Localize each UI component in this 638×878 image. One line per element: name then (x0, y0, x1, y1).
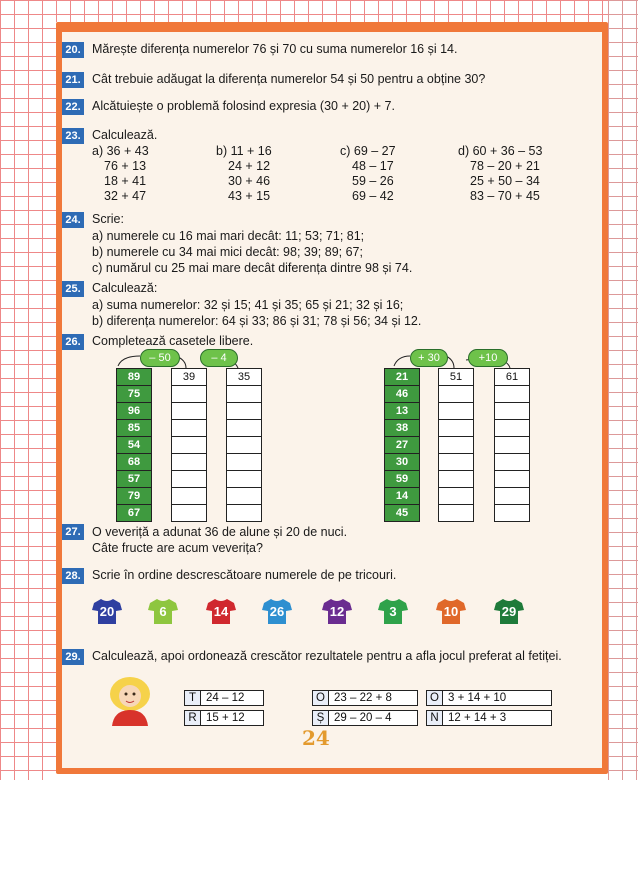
exercise-text: Calculează, apoi ordonează crescător rezultatele pentru a afla jocul preferat al fetiței. (92, 649, 562, 663)
page-number: 24 (302, 726, 330, 750)
empty-cell[interactable] (495, 403, 529, 420)
card-expression: 24 – 12 (206, 692, 245, 704)
write-item: a) numerele cu 16 mai mari decât: 11; 53; 71; 81; (92, 229, 365, 243)
exercise-number: 26. (62, 334, 84, 350)
operation-bubble: +10 (468, 349, 508, 367)
table-cell: 45 (385, 505, 419, 521)
exercise-text: Cât trebuie adăugat la diferența numerelor 54 și 50 pentru a obține 30? (92, 72, 486, 86)
tshirt-number: 12 (329, 604, 345, 619)
girl-illustration (100, 672, 160, 728)
tshirt-number: 10 (443, 604, 459, 619)
calc-card (312, 690, 418, 706)
exercise-number: 24. (62, 212, 84, 228)
empty-cell[interactable] (227, 437, 261, 454)
table-cell: 35 (227, 369, 261, 386)
card-letter: N (427, 711, 443, 725)
exercise-number: 27. (62, 524, 84, 540)
eye-shape (125, 693, 128, 696)
empty-cell[interactable] (495, 386, 529, 403)
table-cell: 57 (117, 471, 151, 488)
table-cell: 51 (439, 369, 473, 386)
calc-item: a) 36 + 43 (92, 144, 149, 158)
table-cell: 39 (172, 369, 206, 386)
tshirt (378, 598, 408, 624)
empty-cell[interactable] (227, 454, 261, 471)
empty-cell[interactable] (495, 505, 529, 521)
empty-cell[interactable] (439, 488, 473, 505)
exercise-text: Mărește diferența numerelor 76 și 70 cu suma numerelor 16 și 14. (92, 42, 458, 56)
card-letter: O (427, 691, 443, 705)
exercise-text: Completează casetele libere. (92, 334, 254, 348)
arrow-right-1 (394, 356, 410, 366)
card-expression: 29 – 20 – 4 (334, 712, 392, 724)
card-expression: 12 + 14 + 3 (448, 712, 507, 724)
operation-bubble: – 4 (200, 349, 238, 367)
calc-item: a) suma numerelor: 32 și 15; 41 și 35; 65 și 21; 32 și 16; (92, 298, 404, 312)
table-cell: 68 (117, 454, 151, 471)
eye-shape (133, 693, 136, 696)
arrow-left-1 (118, 356, 140, 366)
exercise-number: 23. (62, 128, 84, 144)
table-cell: 85 (117, 420, 151, 437)
problem-line: O veveriță a adunat 36 de alune și 20 de nuci. (92, 525, 348, 539)
empty-cell[interactable] (439, 437, 473, 454)
calc-card (426, 710, 552, 726)
empty-cell[interactable] (495, 488, 529, 505)
table-cell: 46 (385, 386, 419, 403)
calc-item: 83 – 70 + 45 (470, 189, 540, 203)
table-cell: 54 (117, 437, 151, 454)
calc-item: 59 – 26 (352, 174, 394, 188)
exercise-text: Alcătuiește o problemă folosind expresia (30 + 20) + 7. (92, 99, 395, 113)
tshirt-number: 29 (501, 604, 517, 619)
operation-bubble: – 50 (140, 349, 180, 367)
empty-cell[interactable] (495, 471, 529, 488)
tshirt (148, 598, 178, 624)
number-column-given (116, 368, 152, 522)
tshirt (206, 598, 236, 624)
empty-cell[interactable] (227, 403, 261, 420)
empty-cell[interactable] (439, 454, 473, 471)
table-cell: 30 (385, 454, 419, 471)
exercise-text: Calculează. (92, 128, 158, 142)
calc-card (426, 690, 552, 706)
dress-shape (112, 710, 148, 726)
table-cell: 21 (385, 369, 419, 386)
calc-item: 78 – 20 + 21 (470, 159, 540, 173)
exercise-number: 29. (62, 649, 84, 665)
empty-cell[interactable] (172, 386, 206, 403)
tshirt (494, 598, 524, 624)
write-item: b) numerele cu 34 mai mici decât: 98; 39; 89; 67; (92, 245, 363, 259)
empty-cell[interactable] (227, 505, 261, 521)
problem-line: Câte fructe are acum veverița? (92, 541, 263, 555)
card-expression: 23 – 22 + 8 (334, 692, 392, 704)
table-cell: 89 (117, 369, 151, 386)
table-cell: 38 (385, 420, 419, 437)
calc-card (184, 710, 264, 726)
exercise-text: Scrie: (92, 212, 124, 226)
exercise-number: 28. (62, 568, 84, 584)
problem-text (92, 524, 347, 556)
empty-cell[interactable] (439, 471, 473, 488)
exercise-text: Calculează: (92, 281, 158, 295)
empty-cell[interactable] (495, 420, 529, 437)
card-letter: O (313, 691, 329, 705)
calc-item: d) 60 + 36 – 53 (458, 144, 543, 158)
number-column-answer (494, 368, 530, 522)
calc-item: 30 + 46 (228, 174, 271, 188)
calc-item: 69 – 42 (352, 189, 394, 203)
table-cell: 27 (385, 437, 419, 454)
empty-cell[interactable] (172, 420, 206, 437)
calc-item: b) 11 + 16 (216, 144, 272, 158)
tshirt-number: 20 (99, 604, 115, 619)
empty-cell[interactable] (227, 386, 261, 403)
card-expression: 15 + 12 (206, 712, 245, 724)
number-column-answer (438, 368, 474, 522)
exercise-number: 20. (62, 42, 84, 58)
tshirt-number: 26 (269, 604, 285, 619)
empty-cell[interactable] (172, 437, 206, 454)
table-cell: 59 (385, 471, 419, 488)
empty-cell[interactable] (227, 420, 261, 437)
table-cell: 61 (495, 369, 529, 386)
table-cell: 13 (385, 403, 419, 420)
empty-cell[interactable] (439, 505, 473, 521)
calc-item: 48 – 17 (352, 159, 394, 173)
table-cell: 67 (117, 505, 151, 521)
empty-cell[interactable] (172, 488, 206, 505)
calc-item: b) diferența numerelor: 64 și 33; 86 și 31; 78 și 56; 34 și 12. (92, 314, 422, 328)
face-shape (119, 685, 141, 707)
card-letter: T (185, 691, 201, 705)
calc-item: 18 + 41 (104, 174, 147, 188)
table-cell: 14 (385, 488, 419, 505)
empty-cell[interactable] (495, 437, 529, 454)
tshirt (436, 598, 466, 624)
card-letter: Ș (313, 711, 329, 725)
operation-bubble: + 30 (410, 349, 448, 367)
empty-cell[interactable] (227, 488, 261, 505)
calc-item: c) 69 – 27 (340, 144, 396, 158)
empty-cell[interactable] (172, 471, 206, 488)
tshirt (92, 598, 122, 624)
tshirt (262, 598, 292, 624)
exercise-number: 21. (62, 72, 84, 88)
exercise-text: Scrie în ordine descrescătoare numerele de pe tricouri. (92, 568, 397, 582)
empty-cell[interactable] (439, 420, 473, 437)
number-column-answer (226, 368, 262, 522)
empty-cell[interactable] (172, 403, 206, 420)
calc-item: 25 + 50 – 34 (470, 174, 540, 188)
empty-cell[interactable] (227, 471, 261, 488)
calc-item: 24 + 12 (228, 159, 271, 173)
calc-card (184, 690, 264, 706)
table-cell: 79 (117, 488, 151, 505)
calc-item: 43 + 15 (228, 189, 271, 203)
calc-item: 76 + 13 (104, 159, 147, 173)
exercise-number: 25. (62, 281, 84, 297)
table-cell: 75 (117, 386, 151, 403)
write-item: c) numărul cu 25 mai mare decât diferența dintre 98 și 74. (92, 261, 413, 275)
empty-cell[interactable] (495, 454, 529, 471)
calc-card (312, 710, 418, 726)
empty-cell[interactable] (439, 403, 473, 420)
empty-cell[interactable] (172, 454, 206, 471)
empty-cell[interactable] (172, 505, 206, 521)
number-column-given (384, 368, 420, 522)
calc-item: 32 + 47 (104, 189, 147, 203)
table-cell: 96 (117, 403, 151, 420)
empty-cell[interactable] (439, 386, 473, 403)
tshirt (322, 598, 352, 624)
card-letter: R (185, 711, 201, 725)
tshirt-number: 14 (213, 604, 229, 619)
tshirt-number: 3 (389, 604, 397, 619)
card-expression: 3 + 14 + 10 (448, 692, 507, 704)
tshirt-number: 6 (159, 604, 167, 619)
number-column-answer (171, 368, 207, 522)
exercise-number: 22. (62, 99, 84, 115)
